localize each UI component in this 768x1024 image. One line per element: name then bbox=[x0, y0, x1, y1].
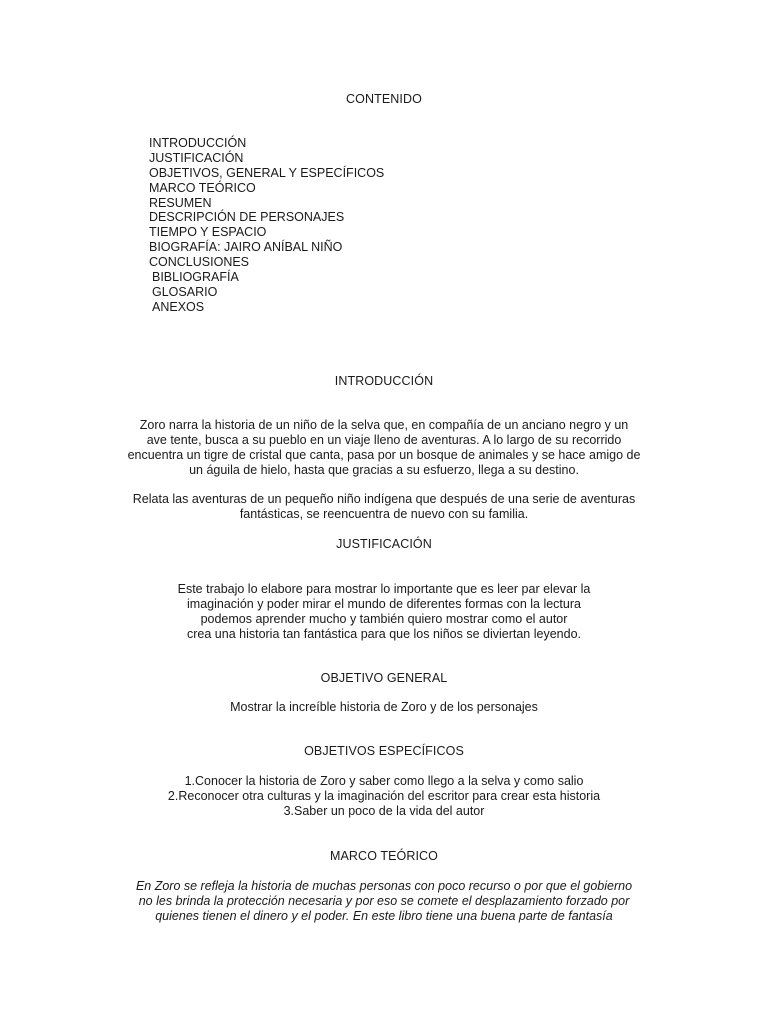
text-line: ave tente, busca a su pueblo en un viaje lleno de aventuras. A lo largo de su recorrido bbox=[146, 433, 622, 447]
list-item: 2.Reconocer otra culturas y la imaginación del escritor para crear esta historia bbox=[167, 789, 601, 803]
objetivos-especificos-title: OBJETIVOS ESPECÍFICOS bbox=[304, 744, 464, 758]
introduccion-paragraph-1 bbox=[0, 418, 768, 478]
text-line: un águila de hielo, hasta que gracias a su esfuerzo, llega a su destino. bbox=[189, 463, 579, 477]
text-line: crea una historia tan fantástica para que los niños se diviertan leyendo. bbox=[187, 627, 581, 641]
marco-teorico-paragraph bbox=[0, 879, 768, 924]
toc-item: MARCO TEÓRICO bbox=[149, 180, 256, 195]
justificacion-title: JUSTIFICACIÓN bbox=[336, 537, 432, 551]
list-item: 1.Conocer la historia de Zoro y saber como llego a la selva y como salio bbox=[184, 774, 584, 788]
justificacion-paragraph bbox=[0, 582, 768, 642]
text-line: Mostrar la increíble historia de Zoro y de los personajes bbox=[230, 700, 538, 714]
text-line: podemos aprender mucho y también quiero mostrar como el autor bbox=[200, 612, 568, 626]
list-item: 3.Saber un poco de la vida del autor bbox=[283, 804, 485, 818]
contents-title: CONTENIDO bbox=[346, 92, 422, 106]
text-line: Este trabajo lo elabore para mostrar lo importante que es leer par elevar la bbox=[177, 582, 591, 596]
text-line: fantásticas, se reencuentra de nuevo con su familia. bbox=[239, 507, 529, 521]
toc-item: INTRODUCCIÓN bbox=[149, 136, 247, 150]
table-of-contents bbox=[149, 136, 384, 315]
toc-item: TIEMPO Y ESPACIO bbox=[149, 225, 267, 240]
introduccion-paragraph-2 bbox=[0, 492, 768, 522]
toc-item: OBJETIVOS, GENERAL Y ESPECÍFICOS bbox=[149, 165, 385, 180]
text-line: En Zoro se refleja la historia de muchas personas con poco recurso o por que el gobierno bbox=[135, 879, 633, 893]
marco-teorico-title: MARCO TEÓRICO bbox=[329, 849, 439, 863]
toc-item: CONCLUSIONES bbox=[149, 255, 250, 270]
toc-item: ANEXOS bbox=[152, 299, 205, 314]
text-line: quienes tienen el dinero y el poder. En este libro tiene una buena parte de fantasía bbox=[155, 909, 613, 923]
text-line: encuentra un tigre de cristal que canta, pasa por un bosque de animales y se hace amigo de bbox=[127, 448, 641, 462]
text-line: Zoro narra la historia de un niño de la selva que, en compañía de un anciano negro y un bbox=[139, 418, 629, 432]
toc-item: RESUMEN bbox=[149, 195, 212, 210]
toc-item: BIBLIOGRAFÍA bbox=[152, 270, 239, 285]
toc-item: GLOSARIO bbox=[152, 284, 218, 299]
objetivo-general-title: OBJETIVO GENERAL bbox=[320, 671, 448, 685]
introduccion-title: INTRODUCCIÓN bbox=[334, 374, 434, 388]
objetivo-general-text bbox=[0, 700, 768, 715]
toc-item: JUSTIFICACIÓN bbox=[149, 150, 244, 165]
toc-item: BIOGRAFÍA: JAIRO ANÍBAL NIÑO bbox=[149, 240, 343, 255]
text-line: no les brinda la protección necesaria y por eso se comete el desplazamiento forzado por bbox=[138, 894, 630, 908]
toc-item: DESCRIPCIÓN DE PERSONAJES bbox=[149, 210, 345, 225]
objetivos-especificos-list bbox=[0, 774, 768, 819]
text-line: Relata las aventuras de un pequeño niño indígena que después de una serie de aventuras bbox=[132, 492, 636, 506]
text-line: imaginación y poder mirar el mundo de diferentes formas con la lectura bbox=[187, 597, 581, 611]
